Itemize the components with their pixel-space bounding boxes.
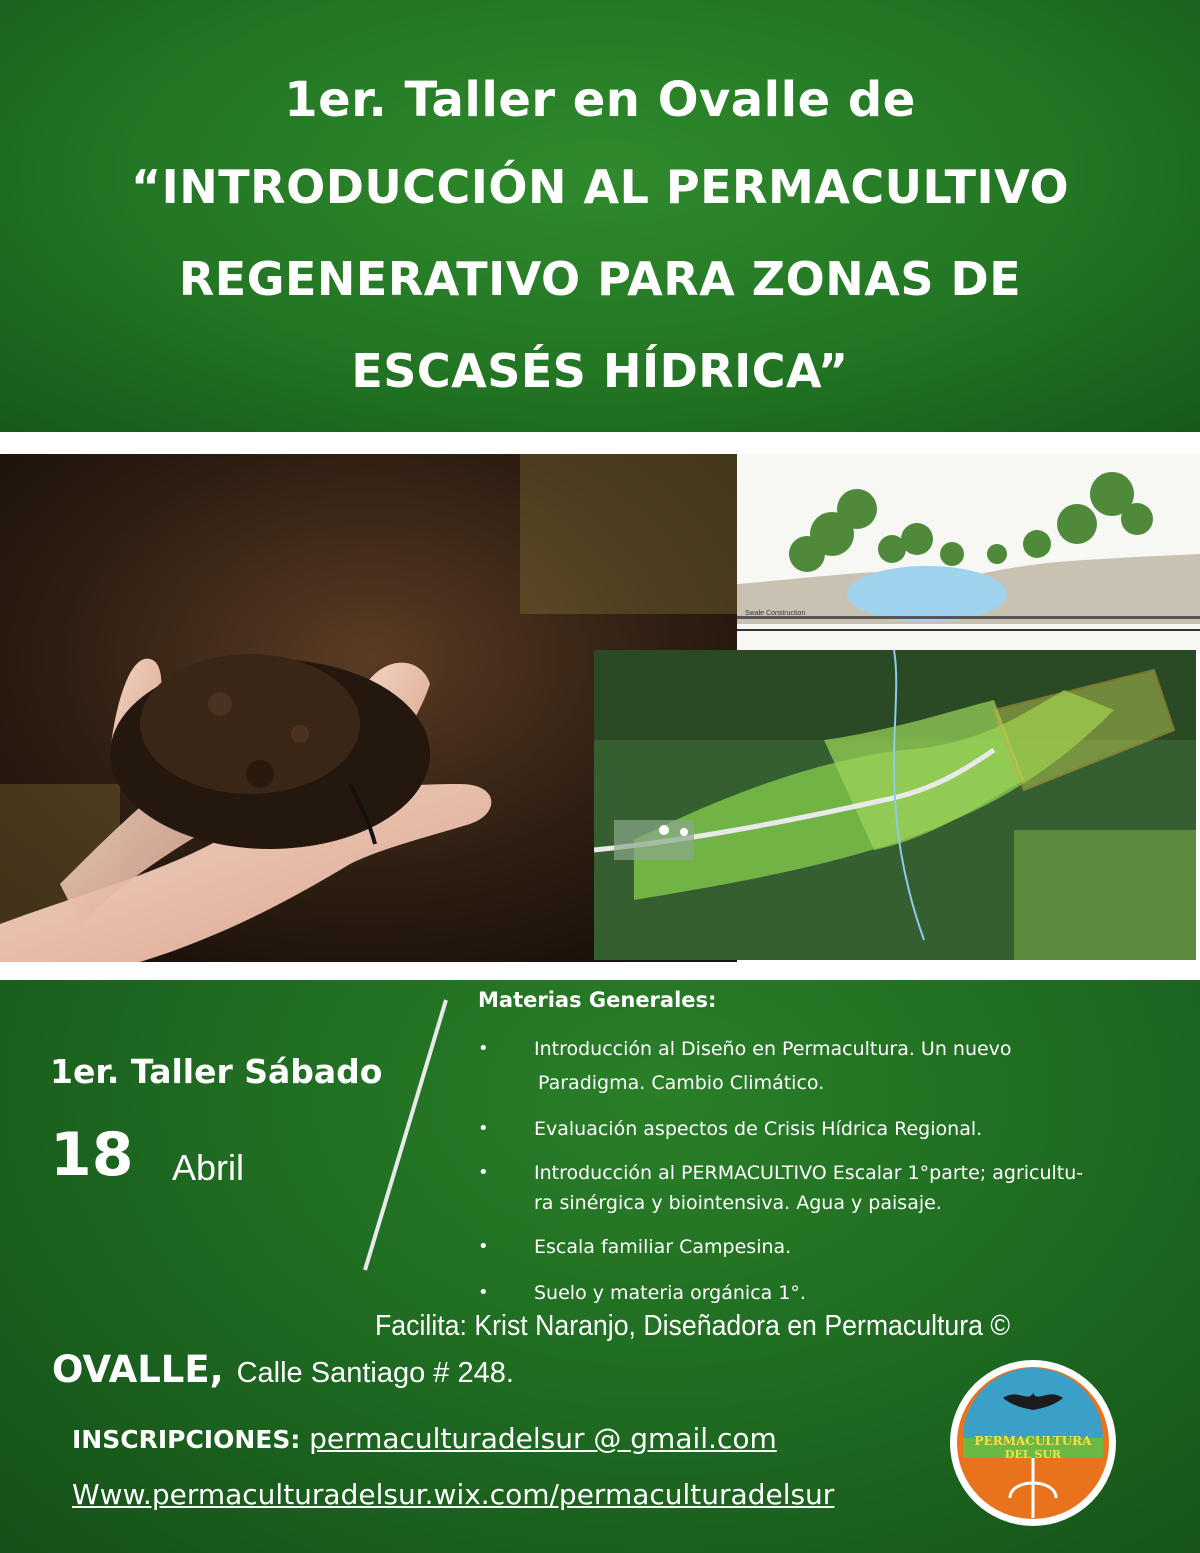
title-line-3: REGENERATIVO PARA ZONAS DE <box>178 252 1022 306</box>
title-banner <box>0 0 1200 432</box>
location-line <box>52 1348 514 1391</box>
title-line-1: 1er. Taller en Ovalle de <box>284 72 916 128</box>
bullet-icon: • <box>478 1282 489 1303</box>
topic-text: Introducción al PERMACULTIVO Escalar 1°parte; agricultu- <box>534 1162 1084 1184</box>
aerial-illustration <box>594 650 1196 960</box>
swale-illustration <box>737 454 1200 650</box>
workshop-month: Abril <box>172 1147 245 1188</box>
photo-band <box>0 432 1200 980</box>
details-section <box>0 980 1200 1553</box>
permacultura-del-sur-logo <box>948 1358 1118 1528</box>
registration-label: INSCRIPCIONES: <box>72 1425 301 1454</box>
topics-heading: Materias Generales: <box>478 988 717 1012</box>
facilitator-credit: Facilita: Krist Naranjo, Diseñadora en Permacultura © <box>375 1310 1011 1342</box>
street-address: Calle Santiago # 248. <box>236 1357 514 1389</box>
bullet-icon: • <box>478 1162 489 1183</box>
topic-item <box>478 1158 1168 1218</box>
title-line-2: “INTRODUCCIÓN AL PERMACULTIVO <box>130 160 1070 214</box>
bullet-icon: • <box>478 1118 489 1139</box>
bullet-icon: • <box>478 1038 489 1059</box>
topic-text: Evaluación aspectos de Crisis Hídrica Regional. <box>534 1118 983 1140</box>
topic-text: Suelo y materia orgánica 1°. <box>534 1282 806 1304</box>
topic-text: Introducción al Diseño en Permacultura. Un nuevo <box>534 1038 1012 1060</box>
topic-text: Escala familiar Campesina. <box>534 1236 792 1258</box>
title-line-4: ESCASÉS HÍDRICA” <box>351 344 849 398</box>
topic-item <box>478 1032 1168 1100</box>
topics-list <box>478 1032 1168 1322</box>
topic-text-cont: ra sinérgica y biointensiva. Agua y paisaje. <box>534 1192 942 1214</box>
swale-cross-section-diagram <box>737 454 1200 650</box>
topic-item <box>478 1112 1168 1146</box>
topic-item <box>478 1276 1168 1310</box>
logo-text-line2: DEL SUR <box>1004 1448 1062 1461</box>
svg-text:Swale Construction: Swale Construction <box>745 610 806 617</box>
topic-text-cont: Paradigma. Cambio Climático. <box>538 1072 825 1094</box>
city-name: OVALLE, <box>52 1348 224 1391</box>
logo-text-line1: PERMACULTURA <box>974 1434 1092 1448</box>
workshop-date-label: 1er. Taller Sábado <box>50 1052 383 1091</box>
topic-item <box>478 1230 1168 1264</box>
registration-email-link[interactable]: permaculturadelsur @ gmail.com <box>309 1422 777 1455</box>
website-link[interactable]: Www.permaculturadelsur.wix.com/permaculturadelsur <box>72 1478 835 1511</box>
bullet-icon: • <box>478 1236 489 1257</box>
registration-line <box>72 1422 777 1455</box>
workshop-day: 18 <box>50 1120 134 1190</box>
aerial-site-plan <box>594 650 1196 960</box>
